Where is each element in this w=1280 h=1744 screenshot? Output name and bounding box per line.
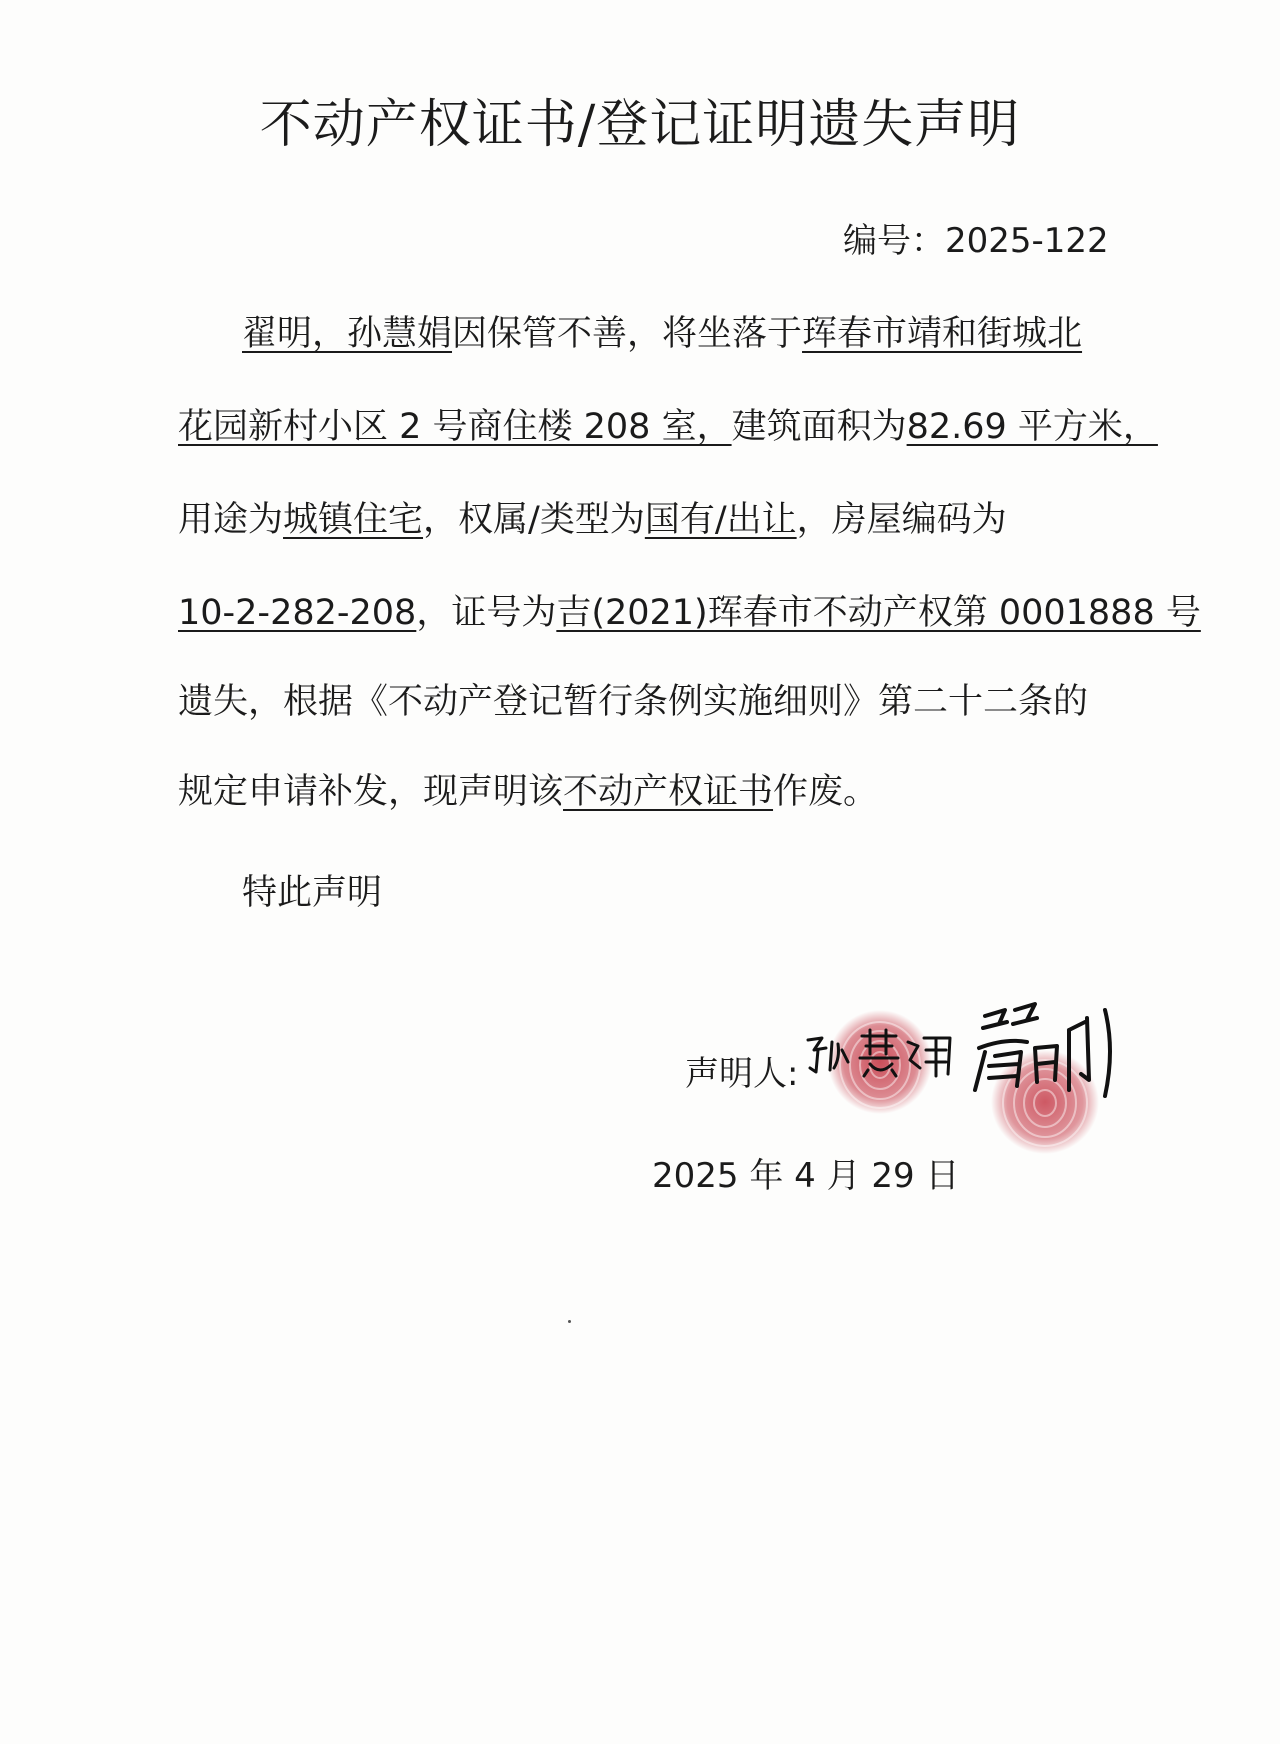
owner-names: 翟明，孙慧娟 bbox=[242, 314, 453, 354]
property-use: 城镇住宅 bbox=[283, 500, 424, 540]
body-text: 遗失，根据《不动产登记暂行条例实施细则》第二十二条的 bbox=[178, 682, 1089, 722]
declarant-label: 声明人: bbox=[685, 1054, 799, 1094]
body-line-1 bbox=[242, 312, 1082, 356]
body-text: ，证号为 bbox=[416, 593, 557, 633]
body-text: 因保管不善，将坐落于 bbox=[452, 314, 803, 354]
body-text: 作废。 bbox=[773, 772, 879, 812]
certificate-name: 不动产权证书 bbox=[563, 772, 774, 812]
building-area: 82.69 平方米， bbox=[906, 407, 1158, 447]
document-number: 编号：2025-122 bbox=[843, 221, 1109, 261]
body-line-5 bbox=[178, 680, 1088, 724]
paper-speck bbox=[568, 1320, 571, 1323]
house-code: 10-2-282-208 bbox=[178, 593, 417, 633]
body-text: 规定申请补发，现声明该 bbox=[178, 772, 564, 812]
property-address-part1: 珲春市靖和街城北 bbox=[802, 314, 1083, 354]
body-text: ，权属/类型为 bbox=[423, 500, 645, 540]
document-date: 2025 年 4 月 29 日 bbox=[652, 1156, 960, 1196]
document-title: 不动产权证书/登记证明遗失声明 bbox=[259, 95, 1021, 155]
body-line-3 bbox=[178, 498, 1007, 542]
body-line-4 bbox=[178, 591, 1201, 635]
body-text: 建筑面积为 bbox=[731, 407, 907, 447]
certificate-number: 吉(2021)珲春市不动产权第 0001888 号 bbox=[556, 593, 1201, 633]
body-line-6 bbox=[178, 770, 878, 814]
closing-statement: 特此声明 bbox=[242, 873, 383, 913]
body-line-2 bbox=[178, 405, 1158, 449]
body-text: 用途为 bbox=[178, 500, 284, 540]
property-address-part2: 花园新村小区 2 号商住楼 208 室， bbox=[178, 407, 732, 447]
signature-sun-huijuan bbox=[800, 1010, 960, 1090]
ownership-type: 国有/出让 bbox=[644, 500, 797, 540]
body-text: ，房屋编码为 bbox=[796, 500, 1007, 540]
signature-zhai-ming bbox=[965, 990, 1125, 1110]
